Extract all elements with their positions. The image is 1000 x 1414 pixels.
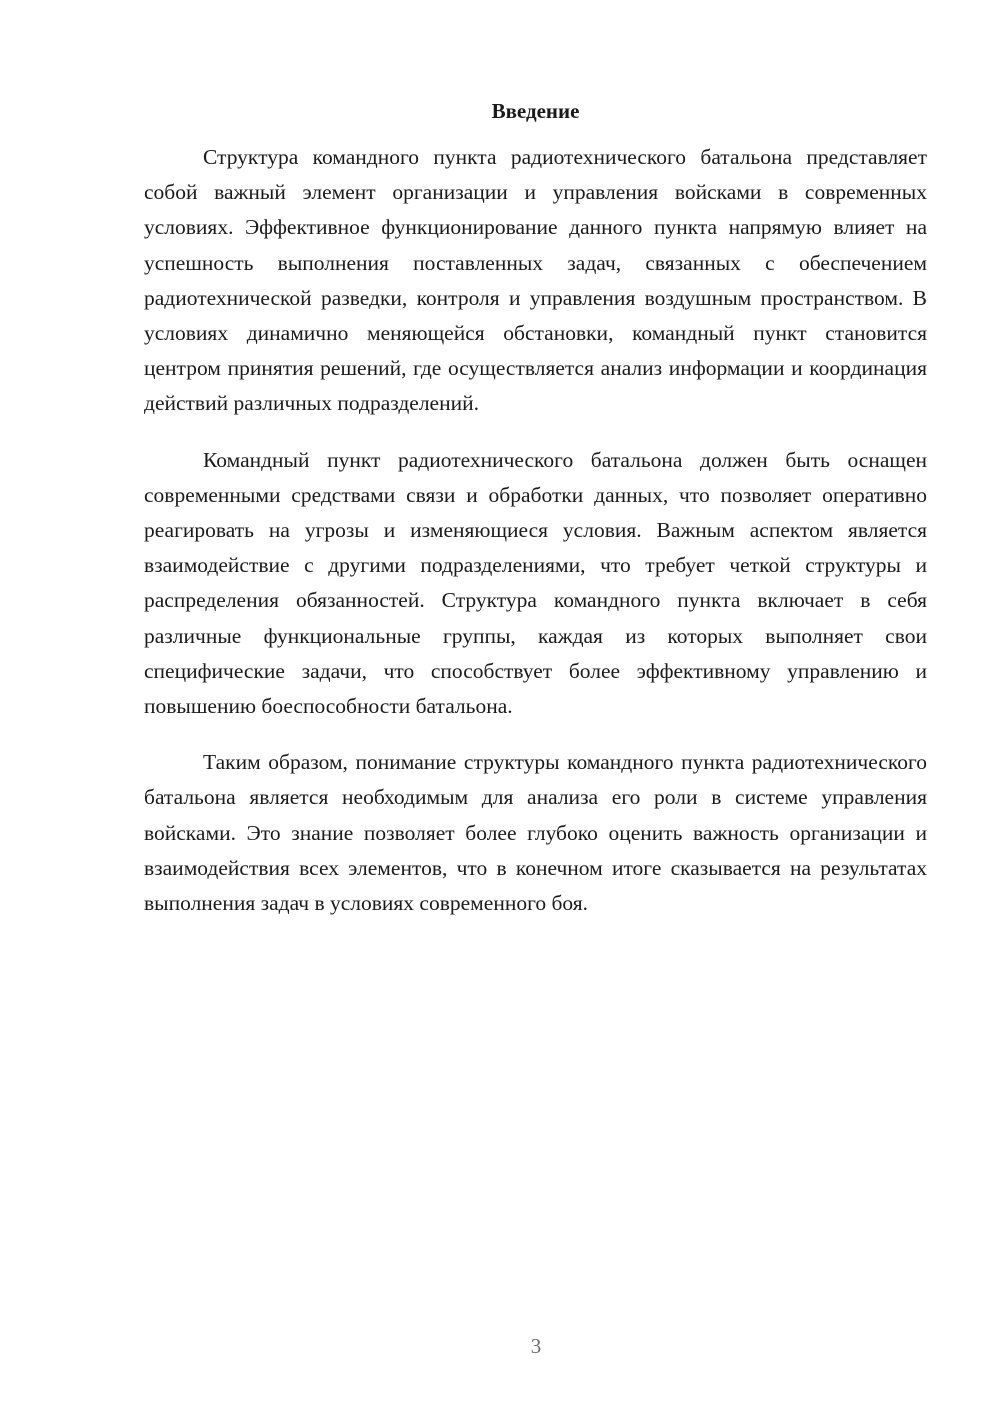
section-title: Введение [491, 99, 580, 123]
paragraph: Таким образом, понимание структуры командного пункта радиотехнического батальона является необходимым для анализа его роли в системе управления войсками. Это знание позволяет более глубоко оценить важность организации и взаимодействия всех элементов, что в конечном итоге сказывается на результатах выполнения задач в условиях современного боя. [144, 750, 927, 916]
page-number: 3 [530, 1334, 542, 1358]
paragraph: Командный пункт радиотехнического батальона должен быть оснащен современными средствами связи и обработки данных, что позволяет оперативно реагировать на угрозы и изменяющиеся условия. Важным аспектом является взаимодействие с другими подразделениями, что требует четкой структуры и распределения обязанностей. Структура командного пункта включает в себя различные функциональные группы, каждая из которых выполняет свои специфические задачи, что способствует более эффективному управлению и повышению боеспособности батальона. [144, 447, 927, 719]
paragraph: Структура командного пункта радиотехнического батальона представляет собой важный элемент организации и управления войсками в современных условиях. Эффективное функционирование данного пункта напрямую влияет на успешность выполнения поставленных задач, связанных с обеспечением радиотехнической разведки, контроля и управления воздушным пространством. В условиях динамично меняющейся обстановки, командный пункт становится центром принятия решений, где осуществляется анализ информации и координация действий различных подразделений. [144, 145, 927, 416]
page-content [144, 96, 927, 942]
